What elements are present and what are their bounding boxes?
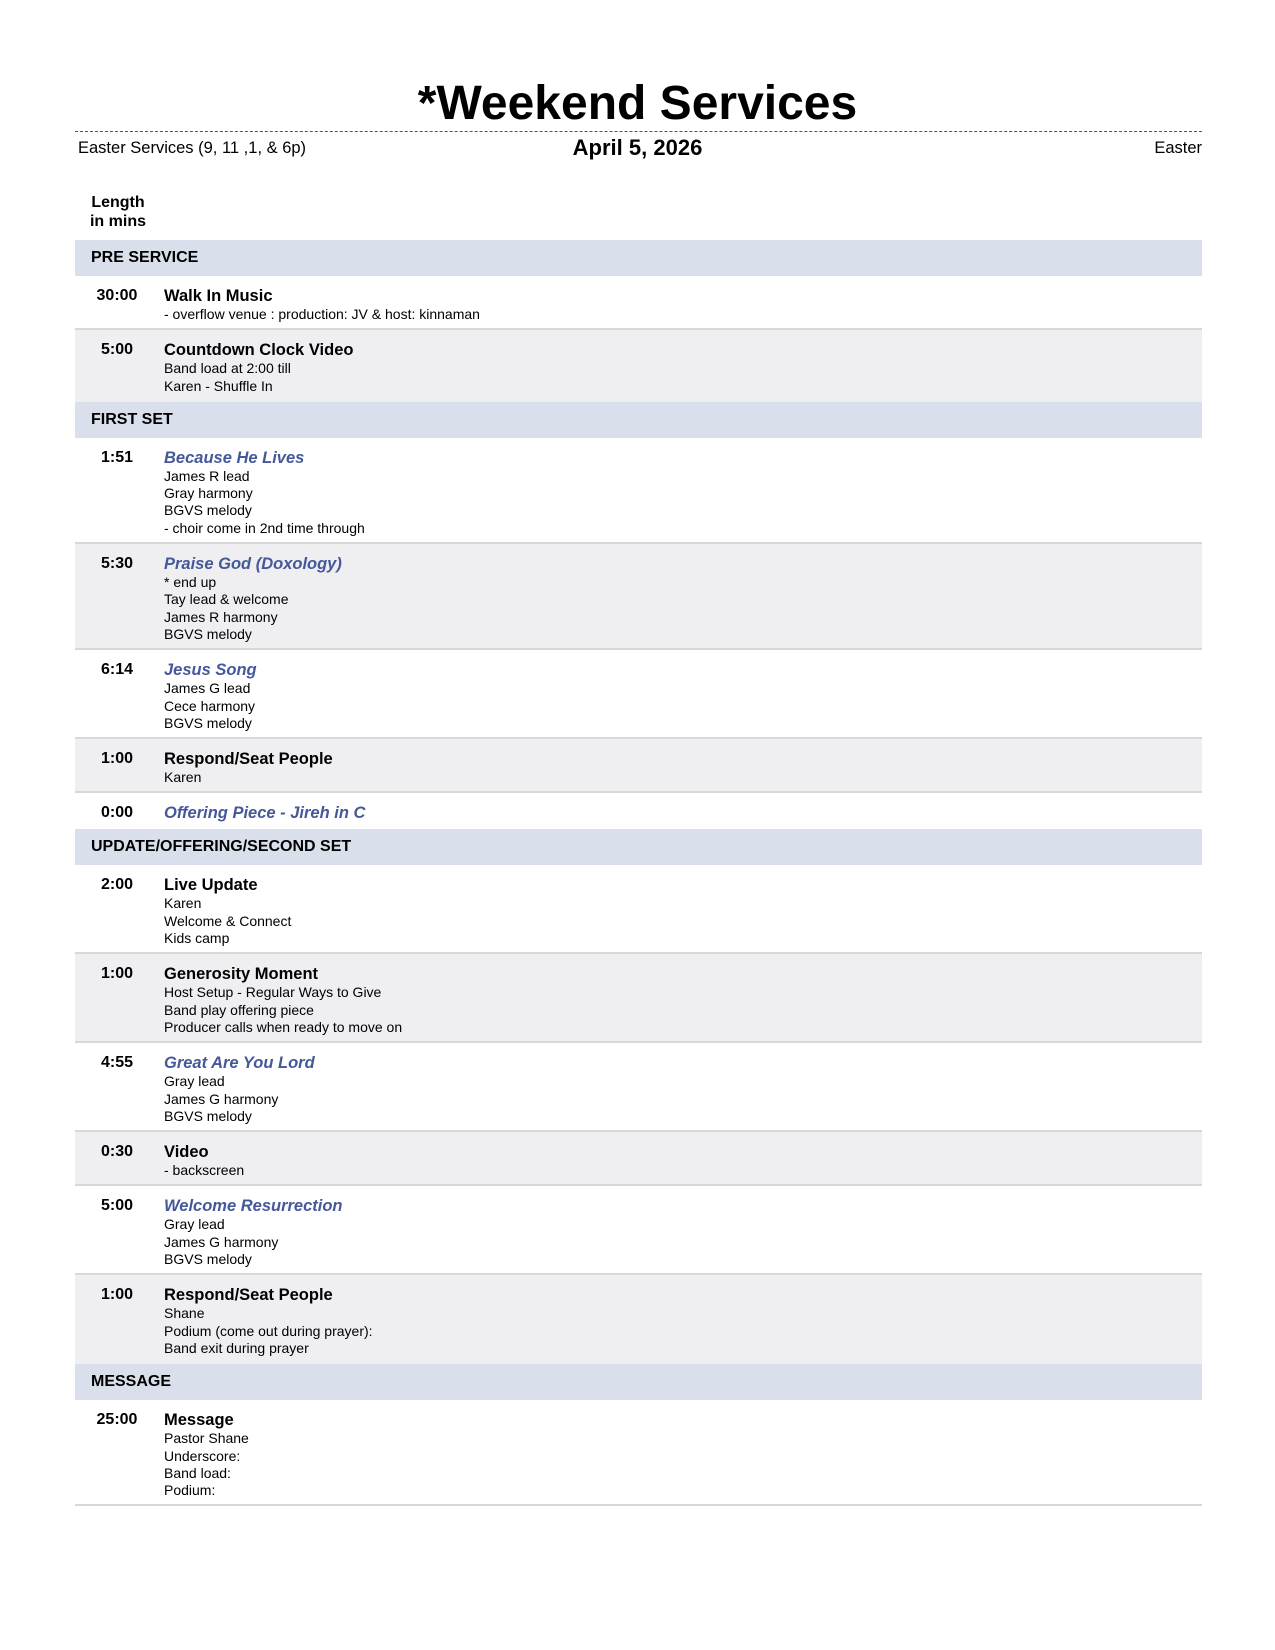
item-note: Welcome & Connect: [164, 912, 292, 929]
service-tag: Easter: [1154, 139, 1202, 157]
item-title: Countdown Clock Video: [164, 341, 354, 360]
service-item-row: [75, 1043, 1202, 1132]
item-length: 5:00: [100, 341, 134, 359]
service-item-row: [75, 438, 1202, 544]
item-note: James R lead: [164, 467, 250, 484]
item-title: Generosity Moment: [164, 965, 319, 984]
item-length: 30:00: [96, 287, 138, 304]
item-note: Shane: [164, 1305, 205, 1322]
item-note: Band exit during prayer: [164, 1339, 309, 1356]
service-item-row: [75, 650, 1202, 739]
item-length: 0:30: [100, 1143, 134, 1161]
item-content: [164, 340, 1202, 395]
item-length: 5:30: [100, 555, 134, 573]
item-note: Band load:: [164, 1464, 231, 1481]
section-header: MESSAGE: [75, 1364, 1202, 1400]
service-item-row: [75, 544, 1202, 650]
item-length: 1:51: [100, 448, 134, 466]
item-note: BGVS melody: [164, 1251, 252, 1268]
service-item-row: [75, 793, 1202, 829]
item-note: - backscreen: [164, 1162, 245, 1179]
length-header-line2: in mins: [89, 213, 146, 230]
item-title: Respond/Seat People: [164, 750, 333, 769]
item-note: Band load at 2:00 till: [164, 360, 291, 377]
service-item-row: [75, 1186, 1202, 1275]
service-order-list: [75, 240, 1202, 1506]
section-header: UPDATE/OFFERING/SECOND SET: [75, 829, 1202, 865]
service-name: Easter Services (9, 11 ,1, & 6p): [78, 139, 307, 157]
item-length: 6:14: [100, 661, 134, 679]
item-note: - choir come in 2nd time through: [164, 519, 365, 536]
item-note: Gray lead: [164, 1073, 225, 1090]
item-note: Kids camp: [164, 930, 230, 947]
service-item-row: [75, 865, 1202, 954]
item-length: 2:00: [100, 876, 134, 894]
item-content: [164, 286, 1202, 323]
song-title: Praise God (Doxology): [164, 555, 342, 574]
service-item-row: [75, 276, 1202, 330]
item-note: James R harmony: [164, 608, 278, 625]
item-note: BGVS melody: [164, 714, 252, 731]
song-title: Jesus Song: [164, 661, 257, 680]
service-item-row: [75, 1275, 1202, 1364]
item-title: Message: [164, 1411, 234, 1430]
item-length: 5:00: [100, 1197, 134, 1215]
page-title: *Weekend Services: [417, 77, 858, 130]
song-title: Offering Piece - Jireh in C: [164, 804, 366, 823]
item-note: Host Setup - Regular Ways to Give: [164, 984, 382, 1001]
section-header: FIRST SET: [75, 402, 1202, 438]
item-content: [164, 964, 1202, 1036]
item-length: 0:00: [100, 804, 134, 822]
item-note: Gray harmony: [164, 485, 253, 502]
item-length: 25:00: [96, 1411, 138, 1429]
item-content: [164, 1410, 1202, 1499]
item-note: Cece harmony: [164, 697, 256, 714]
item-length: 1:00: [100, 750, 134, 768]
service-date: April 5, 2026: [572, 135, 703, 160]
item-note: - overflow venue : production: JV & host: kinnaman: [164, 306, 480, 322]
section-header: PRE SERVICE: [75, 240, 1202, 276]
service-item-row: [75, 330, 1202, 402]
service-item-row: [75, 1400, 1202, 1506]
item-content: [164, 660, 1202, 732]
item-note: Karen: [164, 895, 202, 912]
item-title: Walk In Music: [164, 287, 273, 305]
item-content: [164, 749, 1202, 786]
service-item-row: [75, 954, 1202, 1043]
service-item-row: [75, 739, 1202, 793]
item-content: [164, 554, 1202, 643]
item-note: James G harmony: [164, 1090, 279, 1107]
song-title: Because He Lives: [164, 448, 305, 467]
item-note: Podium:: [164, 1482, 216, 1499]
item-note: * end up: [164, 574, 217, 591]
item-note: Pastor Shane: [164, 1430, 249, 1447]
service-item-row: [75, 1132, 1202, 1186]
item-content: [164, 875, 1202, 947]
item-note: BGVS melody: [164, 1107, 252, 1124]
item-content: [164, 1285, 1202, 1357]
length-column-header: [78, 193, 158, 231]
length-header-line1: Length: [91, 194, 145, 211]
item-note: Producer calls when ready to move on: [164, 1018, 403, 1035]
item-note: Band play offering piece: [164, 1001, 314, 1018]
item-note: Tay lead & welcome: [164, 591, 289, 608]
item-content: [164, 1142, 1202, 1179]
item-content: [164, 448, 1202, 537]
item-note: Karen: [164, 769, 202, 786]
item-length: 4:55: [100, 1054, 134, 1072]
item-note: Underscore:: [164, 1447, 241, 1464]
item-note: BGVS melody: [164, 625, 252, 642]
item-content: [164, 1053, 1202, 1125]
item-note: Karen - Shuffle In: [164, 377, 273, 394]
item-note: James G harmony: [164, 1233, 279, 1250]
item-content: [164, 1196, 1202, 1268]
song-title: Great Are You Lord: [164, 1054, 315, 1073]
item-length: 1:00: [100, 1286, 134, 1304]
item-title: Live Update: [164, 876, 258, 895]
item-title: Video: [164, 1143, 209, 1162]
item-title: Respond/Seat People: [164, 1286, 333, 1305]
item-note: Gray lead: [164, 1216, 225, 1233]
item-note: Podium (come out during prayer):: [164, 1322, 373, 1339]
song-title: Welcome Resurrection: [164, 1197, 343, 1216]
dashed-divider: [75, 131, 1202, 132]
item-length: 1:00: [100, 965, 134, 983]
item-note: James G lead: [164, 680, 251, 697]
item-content: [164, 803, 1202, 823]
item-note: BGVS melody: [164, 502, 252, 519]
